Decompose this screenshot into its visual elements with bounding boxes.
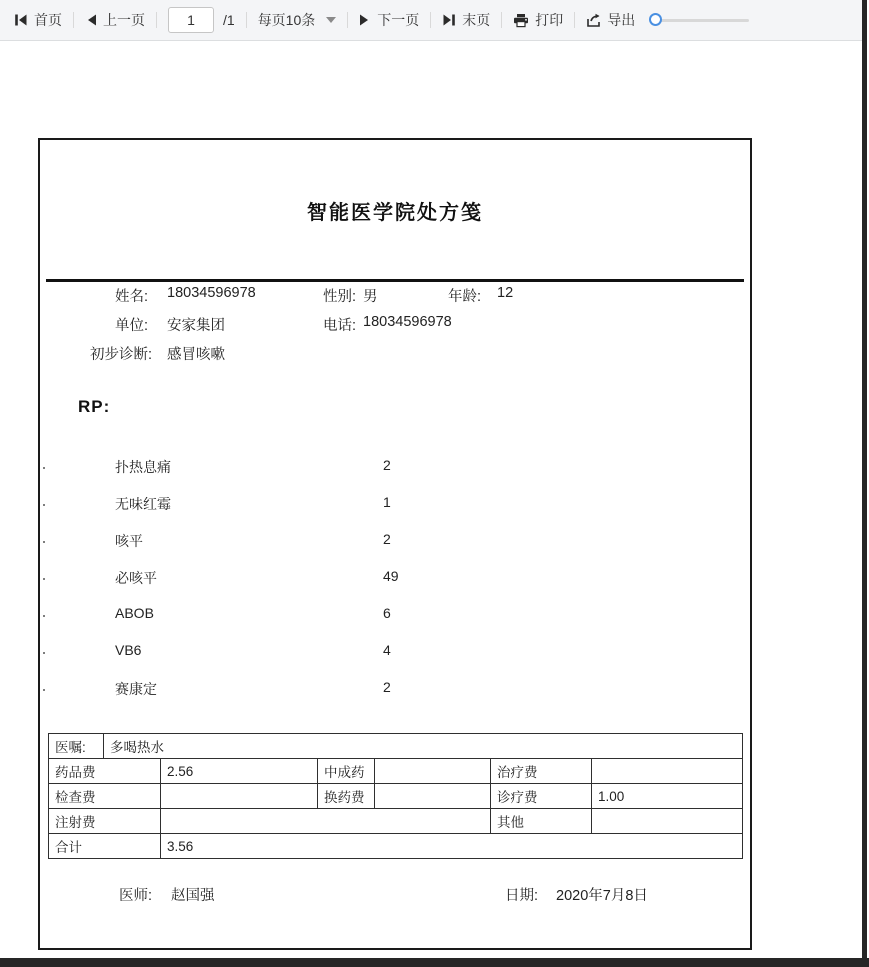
zoom-slider-track[interactable] <box>655 19 749 22</box>
next-page-label: 下一页 <box>377 12 420 28</box>
doctor-name: 赵国强 <box>171 888 215 904</box>
table-row <box>49 784 743 809</box>
list-marker-dot <box>43 689 45 691</box>
phone-label: 电话: <box>323 318 357 334</box>
print-label: 打印 <box>535 12 564 28</box>
zoom-slider[interactable] <box>649 13 749 27</box>
prev-page-label: 上一页 <box>103 12 145 28</box>
list-marker-dot <box>43 615 45 617</box>
medicine-row <box>40 605 750 642</box>
page-number-input[interactable] <box>168 7 214 33</box>
prescription-page <box>38 138 752 950</box>
first-page-button[interactable] <box>14 10 62 30</box>
table-row <box>49 834 743 859</box>
list-marker-dot <box>43 541 45 543</box>
print-button[interactable] <box>513 10 563 30</box>
advice-value: 多喝热水 <box>104 734 743 759</box>
list-marker-dot <box>43 467 45 469</box>
toolbar-separator <box>246 12 247 28</box>
page-total-label: /1 <box>223 12 235 28</box>
page-size-dropdown[interactable] <box>258 10 337 30</box>
list-marker-dot <box>43 504 45 506</box>
page-title: 智能医学院处方笺 <box>307 202 483 224</box>
exam-fee-value <box>161 784 318 809</box>
dressing-fee-value <box>375 784 491 809</box>
medicine-name: 无味红霉 <box>115 496 171 512</box>
exam-fee-label: 检查费 <box>49 784 161 809</box>
medicine-name: 赛康定 <box>115 681 157 697</box>
phone-value: 18034596978 <box>363 314 452 330</box>
age-value: 12 <box>497 285 514 301</box>
treatment-fee-label: 治疗费 <box>491 759 592 784</box>
next-page-button[interactable] <box>359 10 419 30</box>
doctor-label: 医师: <box>119 888 153 904</box>
medicine-row <box>40 494 750 531</box>
first-page-icon <box>14 13 28 27</box>
gender-label: 性别: <box>323 289 357 305</box>
toolbar-separator <box>156 12 157 28</box>
last-page-label: 末页 <box>462 12 491 28</box>
medicine-name: 必咳平 <box>115 570 157 586</box>
medicine-quantity: 6 <box>383 605 391 621</box>
total-value: 3.56 <box>161 834 743 859</box>
medicine-name: VB6 <box>115 642 142 658</box>
last-page-button[interactable] <box>442 10 490 30</box>
name-label: 姓名: <box>115 289 149 305</box>
medicine-quantity: 4 <box>383 642 391 658</box>
toolbar-separator <box>501 12 502 28</box>
zoom-slider-handle[interactable] <box>649 13 662 26</box>
header-divider <box>46 279 744 282</box>
injection-fee-label: 注射费 <box>49 809 161 834</box>
unit-label: 单位: <box>115 318 149 334</box>
medicine-quantity: 2 <box>383 457 391 473</box>
window-right-edge <box>862 0 867 967</box>
clinic-fee-value: 1.00 <box>592 784 743 809</box>
export-icon <box>586 13 601 28</box>
advice-row-table <box>48 733 743 759</box>
export-label: 导出 <box>607 12 636 28</box>
medicine-row <box>40 642 750 679</box>
treatment-fee-value <box>592 759 743 784</box>
medicine-quantity: 2 <box>383 679 391 695</box>
chevron-down-icon <box>326 17 336 23</box>
toolbar-separator <box>574 12 575 28</box>
export-button[interactable] <box>586 10 635 30</box>
patent-med-value <box>375 759 491 784</box>
table-row <box>49 759 743 784</box>
page-size-label: 每页10条 <box>257 12 316 28</box>
pager-toolbar <box>0 0 862 41</box>
patent-med-label: 中成药 <box>318 759 375 784</box>
table-row <box>49 809 743 834</box>
unit-value: 安家集团 <box>167 318 225 334</box>
fee-grid-table <box>48 758 743 859</box>
diagnosis-value: 感冒咳嗽 <box>167 347 225 363</box>
clinic-fee-label: 诊疗费 <box>491 784 592 809</box>
drug-fee-value: 2.56 <box>161 759 318 784</box>
medicine-name: ABOB <box>115 605 154 621</box>
next-page-icon <box>359 13 371 27</box>
diagnosis-label: 初步诊断: <box>90 347 153 363</box>
other-fee-label: 其他 <box>491 809 592 834</box>
fee-table <box>48 733 742 859</box>
toolbar-separator <box>347 12 348 28</box>
advice-label: 医嘱: <box>49 734 104 759</box>
medicine-row <box>40 679 750 716</box>
medicine-row <box>40 457 750 494</box>
medicine-quantity: 1 <box>383 494 391 510</box>
medicine-row <box>40 531 750 568</box>
last-page-icon <box>442 13 456 27</box>
medicine-row <box>40 568 750 605</box>
total-label: 合计 <box>49 834 161 859</box>
toolbar-separator <box>430 12 431 28</box>
age-label: 年龄: <box>448 289 482 305</box>
toolbar-separator <box>73 12 74 28</box>
prev-page-button[interactable] <box>85 10 145 30</box>
other-fee-value <box>592 809 743 834</box>
window-bottom-edge <box>0 958 869 967</box>
printer-icon <box>513 13 529 28</box>
first-page-label: 首页 <box>34 12 62 28</box>
medicine-name: 咳平 <box>115 533 143 549</box>
medicine-quantity: 49 <box>383 568 399 584</box>
rp-heading: RP: <box>78 397 111 416</box>
medicine-name: 扑热息痛 <box>115 459 171 475</box>
date-value: 2020年7月8日 <box>556 888 648 904</box>
medicine-quantity: 2 <box>383 531 391 547</box>
name-value: 18034596978 <box>167 285 256 301</box>
medicine-list <box>40 457 750 716</box>
list-marker-dot <box>43 578 45 580</box>
prev-page-icon <box>85 13 97 27</box>
injection-fee-value <box>161 809 491 834</box>
gender-value: 男 <box>363 289 378 305</box>
dressing-fee-label: 换药费 <box>318 784 375 809</box>
date-label: 日期: <box>505 888 539 904</box>
drug-fee-label: 药品费 <box>49 759 161 784</box>
list-marker-dot <box>43 652 45 654</box>
